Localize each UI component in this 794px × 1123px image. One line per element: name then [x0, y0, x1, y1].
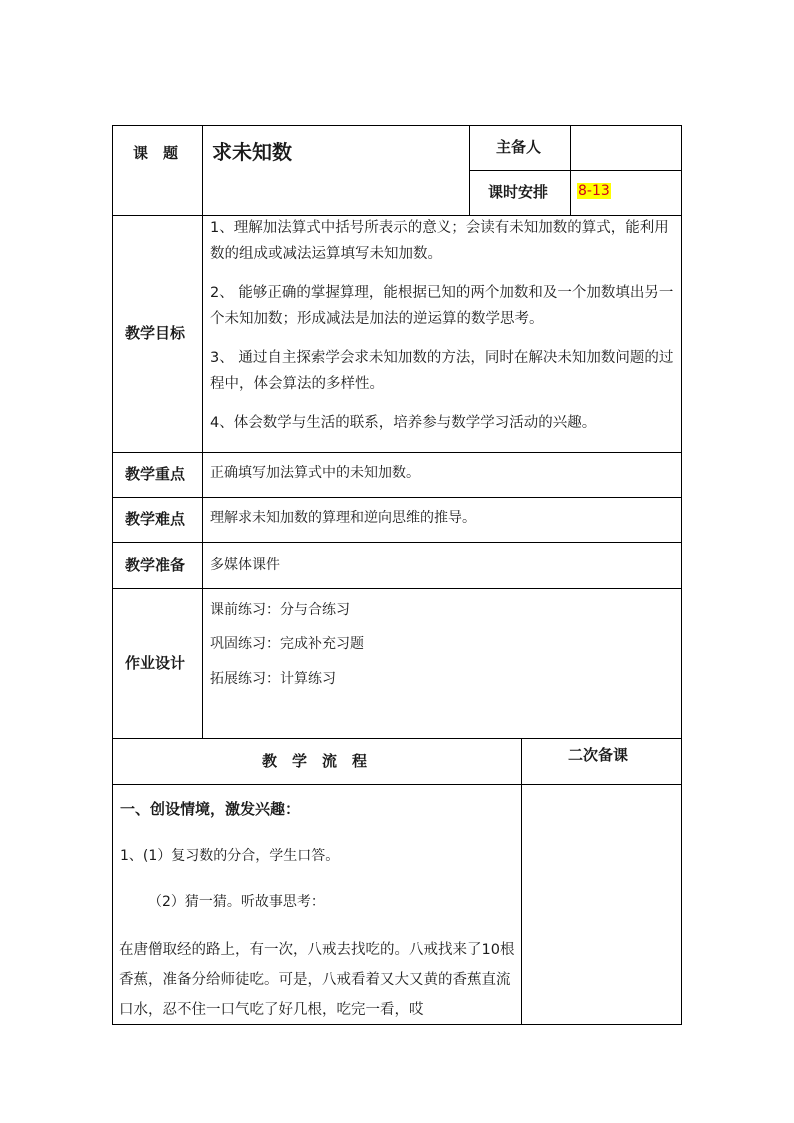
homework-label: 作业设计 [125, 654, 186, 672]
difficulty-label: 教学难点 [125, 510, 186, 528]
process-header: 教 学 流 程 [262, 752, 368, 770]
preparation-label: 教学准备 [125, 556, 186, 574]
row-divider-3 [112, 497, 682, 498]
objective-item-1: 1、理解加法算式中括号所表示的意义；会读有未知加数的算式，能利用数的组成或减法运算填写未知加数。 [210, 220, 669, 262]
row-divider-7 [112, 784, 682, 785]
table-border-top [112, 125, 682, 126]
table-border-right [681, 125, 682, 1025]
schedule-value [577, 181, 611, 201]
table-border-bottom [112, 1024, 682, 1025]
story-paragraph: 在唐僧取经的路上，有一次，八戒去找吃的。八戒找来了10根香蕉，准备分给师徒吃。可是，八戒看着又大又黄的香蕉直流口水，忍不住一口气吃了好几根，吃完一看，哎 [119, 942, 515, 1018]
row-divider-5 [112, 588, 682, 589]
schedule-label: 课时安排 [488, 183, 549, 201]
row-divider-6 [112, 738, 682, 739]
host-row-divider [469, 170, 682, 171]
topic-label: 课 题 [133, 144, 179, 162]
table-border-left [112, 125, 113, 1025]
homework-item-3: 拓展练习：计算练习 [210, 671, 336, 687]
row-divider-2 [112, 452, 682, 453]
row-divider-4 [112, 542, 682, 543]
objective-item-3: 3、 通过自主探索学会求未知加数的方法，同时在解决未知加数问题的过程中，体会算法的多样性。 [210, 350, 674, 392]
homework-item-2: 巩固练习：完成补充习题 [210, 636, 364, 652]
objective-item-4: 4、体会数学与生活的联系，培养参与数学学习活动的兴趣。 [210, 415, 597, 431]
process-column-divider [521, 738, 522, 1025]
difficulty-value: 理解求未知加数的算理和逆向思维的推导。 [210, 510, 476, 526]
preparation-value: 多媒体课件 [210, 557, 280, 573]
process-step-1: 1、(1）复习数的分合，学生口答。 [120, 848, 340, 864]
topic-value: 求未知数 [212, 140, 292, 164]
second-prep-header: 二次备课 [568, 746, 629, 764]
key-point-label: 教学重点 [125, 465, 186, 483]
schedule-value-highlight: 8-13 [578, 183, 610, 199]
process-step-2: （2）猜一猜。听故事思考： [148, 894, 325, 910]
section-title: 一、创设情境，激发兴趣： [120, 800, 301, 818]
homework-item-1: 课前练习：分与合练习 [210, 602, 350, 618]
host-label: 主备人 [496, 138, 542, 156]
key-point-value: 正确填写加法算式中的未知加数。 [210, 465, 420, 481]
objective-item-2: 2、 能够正确的掌握算理，能根据已知的两个加数和及一个加数填出另一个未知加数；形成减法是加法的逆运算的数学思考。 [210, 285, 674, 327]
label-column-divider [202, 125, 203, 739]
objectives-label: 教学目标 [125, 324, 186, 342]
